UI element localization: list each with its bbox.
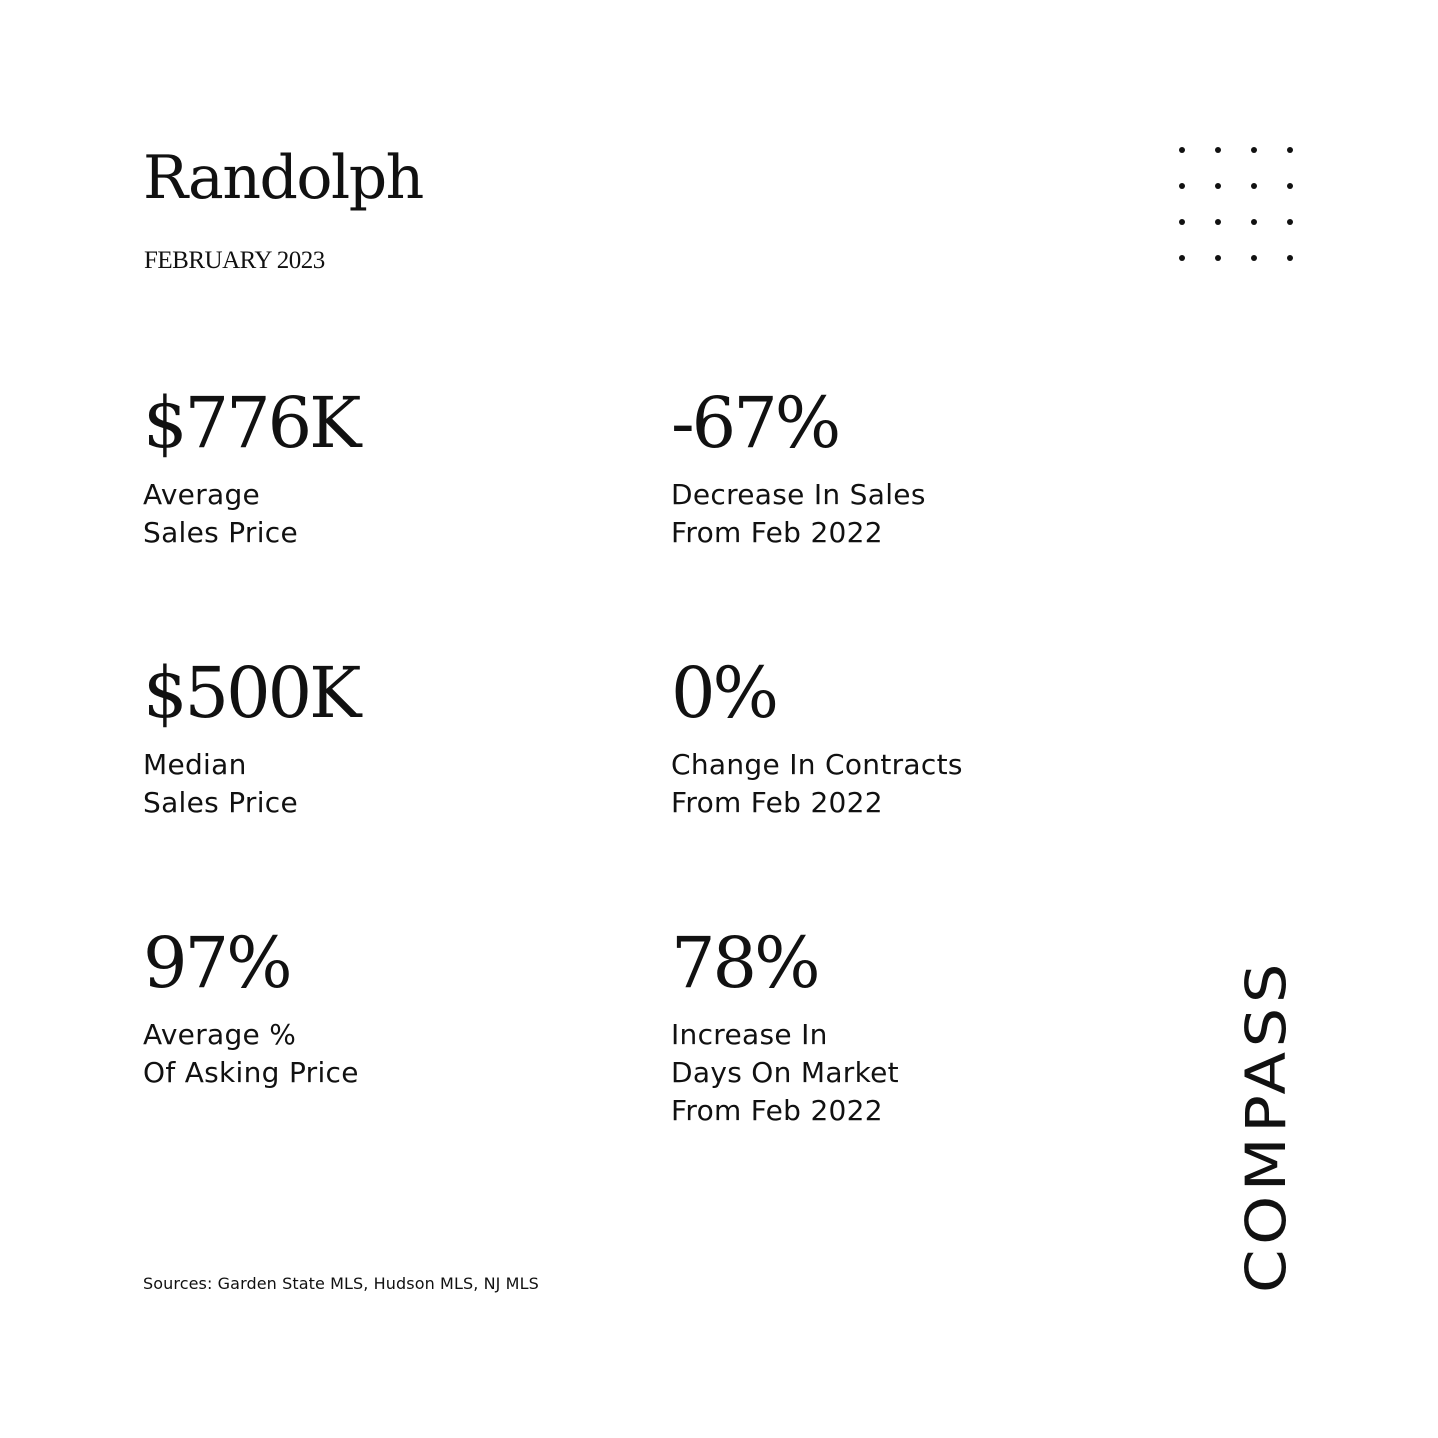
stat-percent-of-asking [143,922,359,1092]
stat-value: $776K [143,382,359,464]
report-date: FEBRUARY 2023 [144,247,325,274]
stat-value: 0% [671,652,777,734]
stat-label: Decrease In Sales From Feb 2022 [671,478,926,549]
stat-days-on-market [671,922,899,1130]
stat-label: Average % Of Asking Price [143,1018,359,1089]
compass-logo [1234,957,1298,1293]
stat-average-sales-price [143,382,359,552]
stat-label: Median Sales Price [143,748,299,819]
sources-note: Sources: Garden State MLS, Hudson MLS, NJ MLS [143,1274,539,1293]
stat-label: Increase In Days On Market From Feb 2022 [671,1018,899,1127]
page-title: Randolph [143,143,423,213]
stat-sales-change [671,382,926,552]
stat-median-sales-price [143,652,359,822]
stat-contracts-change [671,652,963,822]
stat-value: 78% [671,922,818,1004]
stat-label: Change In Contracts From Feb 2022 [671,748,963,819]
stat-value: -67% [671,382,839,464]
stat-value: 97% [143,922,290,1004]
stat-label: Average Sales Price [143,478,299,549]
stat-value: $500K [143,652,359,734]
compass-wordmark: COMPASS [1234,998,1298,1293]
dot-grid-icon [1176,144,1300,268]
